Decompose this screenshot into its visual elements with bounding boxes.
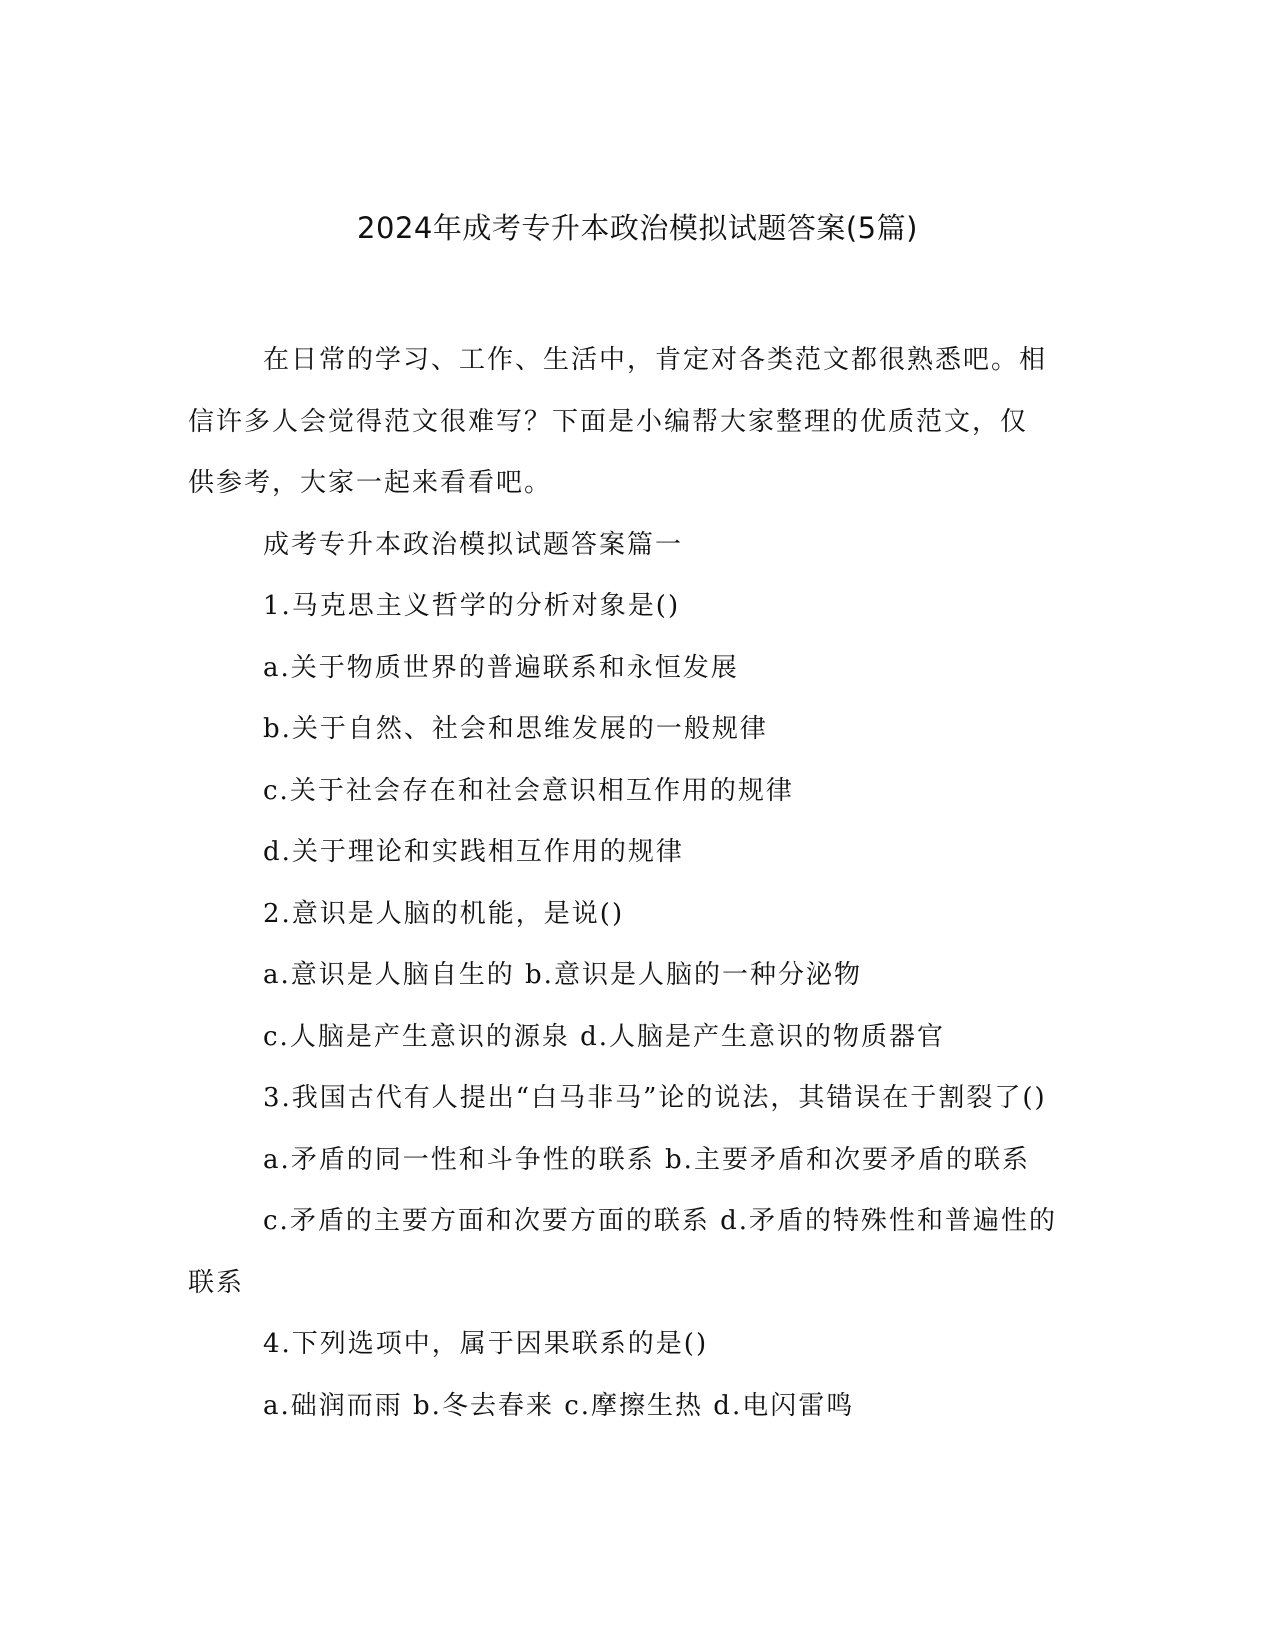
question-1-option-b: b.关于自然、社会和思维发展的一般规律: [263, 714, 768, 744]
intro-paragraph: [188, 330, 1078, 515]
intro-line-1: 在日常的学习、工作、生活中，肯定对各类范文都很熟悉吧。相: [263, 345, 1048, 375]
question-4-stem: 4.下列选项中，属于因果联系的是(): [263, 1329, 709, 1359]
section-heading: 成考专升本政治模拟试题答案篇一: [263, 529, 684, 560]
question-2-stem: 2.意识是人脑的机能，是说(): [263, 898, 625, 929]
question-3-options-ab: a.矛盾的同一性和斗争性的联系 b.主要矛盾和次要矛盾的联系: [263, 1144, 1030, 1175]
question-3-options-cd-line-1: c.矛盾的主要方面和次要方面的联系 d.矛盾的特殊性和普遍性的: [263, 1206, 1057, 1236]
question-4-options: a.础润而雨 b.冬去春来 c.摩擦生热 d.电闪雷鸣: [263, 1390, 855, 1421]
question-3-options-cd: [188, 1191, 1078, 1314]
question-2-options-cd: c.人脑是产生意识的源泉 d.人脑是产生意识的物质器官: [263, 1021, 945, 1052]
question-1-option-a: a.关于物质世界的普遍联系和永恒发展: [263, 652, 739, 683]
document-title: 2024年成考专升本政治模拟试题答案(5篇): [357, 211, 918, 245]
question-3-options-cd-line-2: 联系: [188, 1267, 245, 1298]
question-3-stem: 3.我国古代有人提出“白马非马”论的说法，其错误在于割裂了(): [263, 1083, 1047, 1113]
intro-line-3: 供参考，大家一起来看看吧。: [188, 468, 553, 498]
intro-line-2: 信许多人会觉得范文很难写？下面是小编帮大家整理的优质范文，仅: [188, 406, 1029, 437]
document-body: [188, 330, 1078, 1437]
question-2-options-ab: a.意识是人脑自生的 b.意识是人脑的一种分泌物: [263, 960, 862, 990]
question-1-stem: 1.马克思主义哲学的分析对象是(): [263, 591, 681, 621]
question-1-option-d: d.关于理论和实践相互作用的规律: [263, 837, 684, 867]
question-1-option-c: c.关于社会存在和社会意识相互作用的规律: [263, 775, 794, 806]
